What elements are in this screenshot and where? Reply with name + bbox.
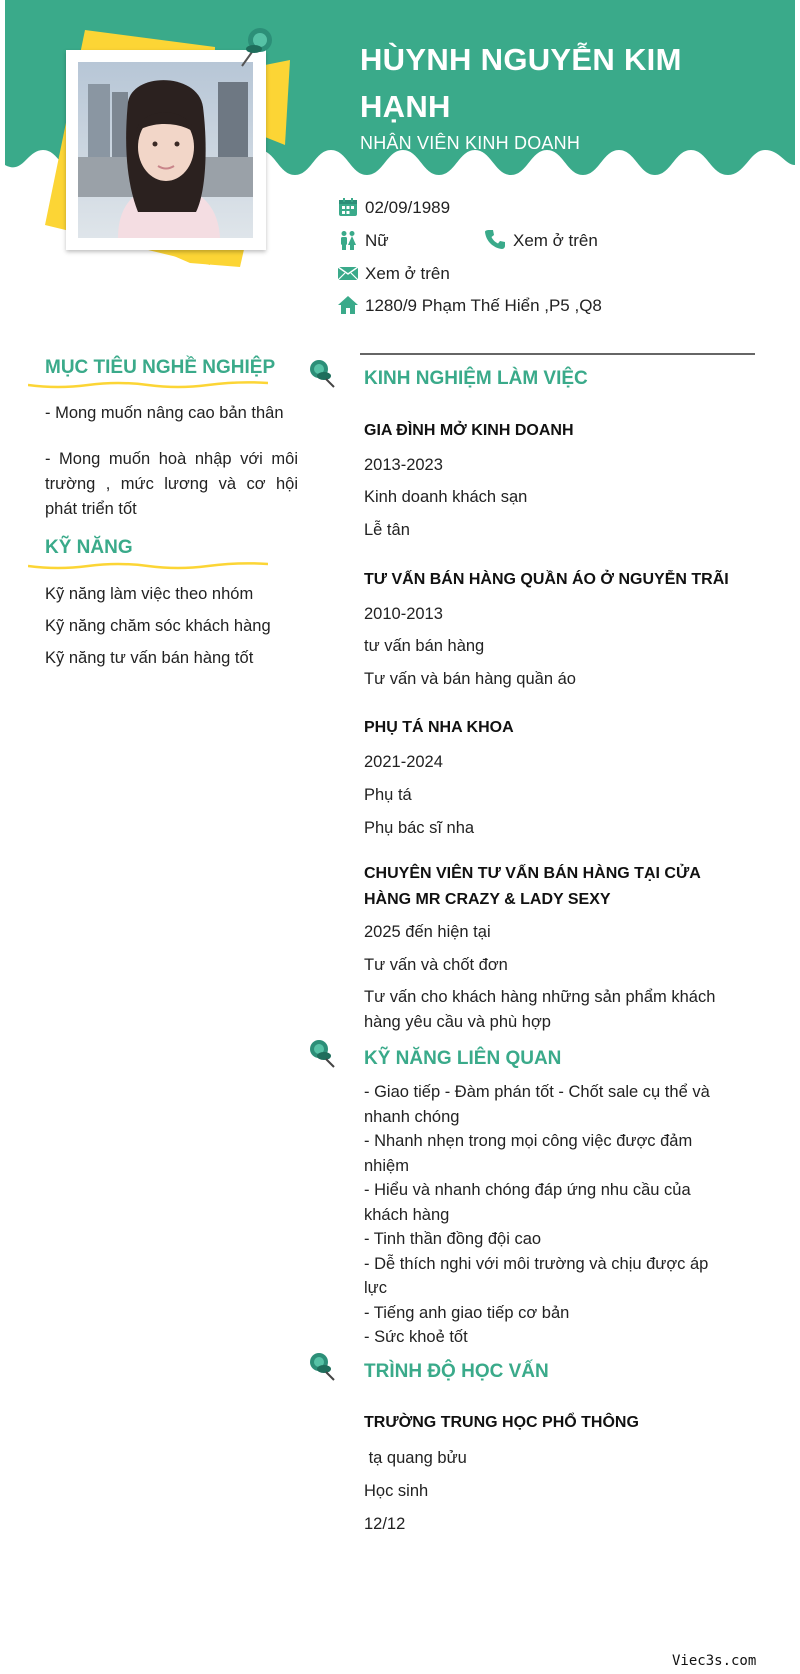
home-icon	[338, 295, 358, 315]
school-type: TRƯỜNG TRUNG HỌC PHỔ THÔNG	[364, 1414, 639, 1431]
birthday: 02/09/1989	[365, 198, 451, 217]
pushpin-icon	[308, 1352, 336, 1382]
job-position: Kinh doanh khách sạn	[364, 488, 528, 506]
pushpin-icon	[308, 359, 336, 389]
objective-line-2: - Mong muốn hoà nhập với môi trường , mức lương và cơ hội phát triển tốt	[45, 450, 298, 518]
skill-item: Kỹ năng chăm sóc khách hàng	[45, 617, 271, 635]
job-company: PHỤ TÁ NHA KHOA	[364, 719, 514, 736]
job-description: Lễ tân	[364, 521, 410, 539]
wavy-underline	[28, 380, 268, 390]
job-period: 2010-2013	[364, 605, 443, 623]
job-period: 2021-2024	[364, 753, 443, 771]
avatar	[78, 62, 253, 238]
job-description: Phụ bác sĩ nha	[364, 819, 475, 837]
related-skill-item: - Tiếng anh giao tiếp cơ bản	[364, 1303, 570, 1322]
education-grade: 12/12	[364, 1515, 406, 1533]
related-skill-item: - Tinh thần đồng đội cao	[364, 1230, 542, 1248]
job-position: Phụ tá	[364, 786, 412, 804]
job-position: tư vấn bán hàng	[364, 637, 485, 655]
related-skill-item: - Hiểu và nhanh chóng đáp ứng nhu cầu của khách hàng	[364, 1181, 691, 1224]
education-role: Học sinh	[364, 1482, 429, 1500]
school-name: tạ quang bửu	[364, 1449, 467, 1467]
pushpin-icon	[308, 1039, 336, 1069]
phone: Xem ở trên	[513, 231, 598, 250]
skill-item: Kỹ năng làm việc theo nhóm	[45, 585, 254, 603]
job-company: GIA ĐÌNH MỞ KINH DOANH	[364, 422, 574, 439]
job-company: CHUYÊN VIÊN TƯ VẤN BÁN HÀNG TẠI CỬA HÀNG MR CRAZY & LADY SEXY	[364, 865, 701, 908]
full-name: HÙYNH NGUYỄN KIM HẠNH	[360, 42, 682, 124]
related-skill-item: - Nhanh nhẹn trong mọi công việc được đảm nhiệm	[364, 1132, 693, 1175]
divider	[360, 353, 755, 355]
related-skill-item: - Giao tiếp - Đàm phán tốt - Chốt sale cụ thể và nhanh chóng	[364, 1083, 710, 1126]
calendar-icon	[338, 197, 358, 217]
job-description: Tư vấn và bán hàng quần áo	[364, 670, 576, 688]
phone-icon	[485, 229, 505, 249]
experience-heading: KINH NGHIỆM LÀM VIỆC	[364, 368, 588, 389]
education-heading: TRÌNH ĐỘ HỌC VẤN	[364, 1361, 549, 1382]
job-title: NHÂN VIÊN KINH DOANH	[360, 133, 581, 153]
related-skills-list	[364, 1080, 734, 1350]
related-skill-item: - Dễ thích nghi với môi trường và chịu được áp lực	[364, 1254, 709, 1297]
job-company: TƯ VẤN BÁN HÀNG QUẦN ÁO Ở NGUYỄN TRÃI	[364, 571, 729, 588]
job-period: 2013-2023	[364, 456, 443, 474]
gender-icon	[338, 230, 358, 250]
job-period: 2025 đến hiện tại	[364, 923, 491, 941]
skill-item: Kỹ năng tư vấn bán hàng tốt	[45, 649, 254, 667]
objective-heading: MỤC TIÊU NGHỀ NGHIỆP	[45, 357, 276, 378]
mail-icon	[338, 263, 358, 283]
related-skills-heading: KỸ NĂNG LIÊN QUAN	[364, 1048, 562, 1069]
objective-line-1: - Mong muốn nâng cao bản thân	[45, 404, 284, 422]
gender: Nữ	[365, 231, 389, 250]
skills-heading: KỸ NĂNG	[45, 537, 133, 558]
email: Xem ở trên	[365, 264, 450, 283]
job-description: Tư vấn cho khách hàng những sản phẩm khách hàng yêu cầu và phù hợp	[364, 988, 716, 1031]
pushpin-icon	[238, 22, 278, 70]
wavy-underline	[28, 561, 268, 571]
watermark: Viec3s.com	[672, 1653, 757, 1669]
related-skill-item: - Sức khoẻ tốt	[364, 1328, 468, 1346]
job-position: Tư vấn và chốt đơn	[364, 956, 508, 974]
address: 1280/9 Phạm Thế Hiển ,P5 ,Q8	[365, 296, 602, 315]
